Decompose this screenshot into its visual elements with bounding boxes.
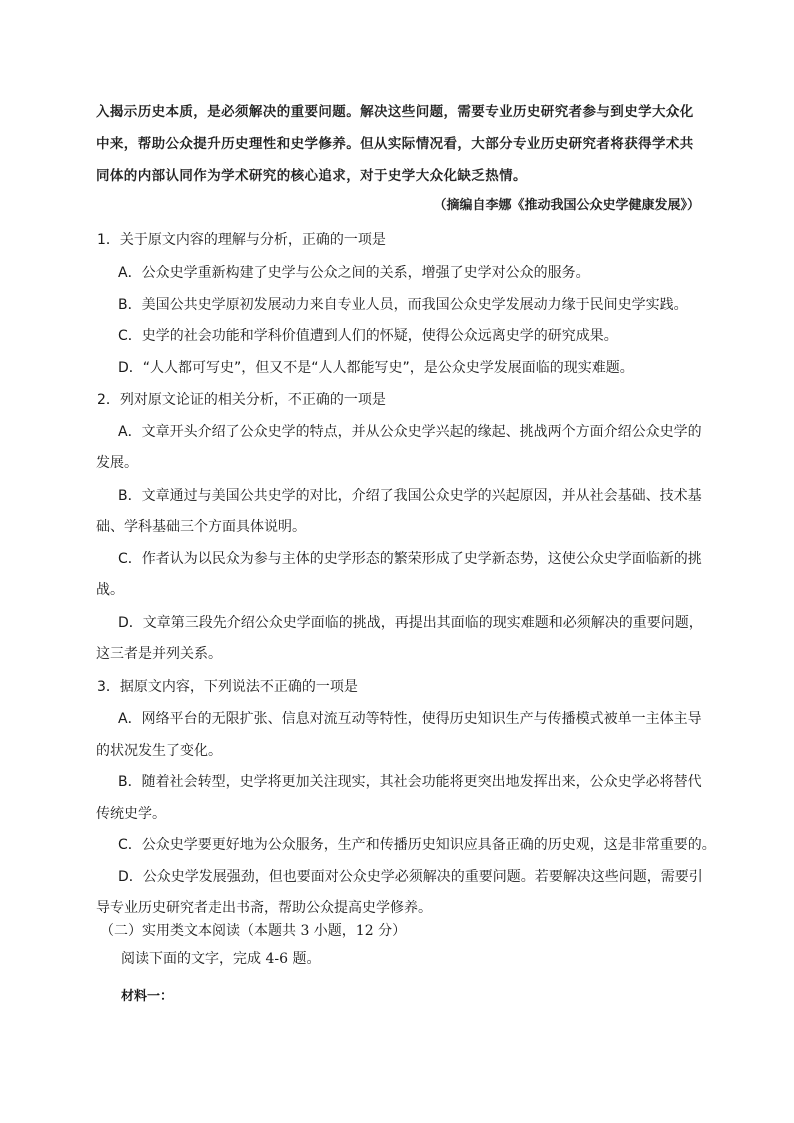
passage-source: （摘编自李娜《推动我国公众史学健康发展》） bbox=[433, 198, 700, 213]
passage-line: 中来，帮助公众提升历史理性和史学修养。但从实际情况看，大部分专业历史研究者将获得学术共 bbox=[96, 136, 694, 152]
question-3-option-d-cont: 导专业历史研究者走出书斋，帮助公众提高史学修养。 bbox=[96, 900, 432, 916]
question-2-option-a-cont: 发展。 bbox=[96, 455, 138, 471]
question-2-option-d: D．文章第三段先介绍公众史学面临的挑战，再提出其面临的现实难题和必须解决的重要问题， bbox=[118, 615, 703, 631]
question-3-option-a: A．网络平台的无限扩张、信息对流互动等特性，使得历史知识生产与传播模式被单一主体主导 bbox=[118, 711, 702, 727]
question-2-option-b-cont: 础、学科基础三个方面具体说明。 bbox=[96, 519, 306, 535]
passage-line: 同体的内部认同作为学术研究的核心追求，对于史学大众化缺乏热情。 bbox=[96, 168, 527, 184]
question-2-option-b: B．文章通过与美国公共史学的对比，介绍了我国公众史学的兴起原因，并从社会基础、技术基 bbox=[118, 488, 702, 504]
question-1-option-c: C．史学的社会功能和学科价值遭到人们的怀疑，使得公众远离史学的研究成果。 bbox=[118, 328, 618, 344]
question-2-option-d-cont: 这三者是并列关系。 bbox=[96, 646, 222, 662]
question-1-option-d: D．“人人都可写史”，但又不是“人人都能写史”，是公众史学发展面临的现实难题。 bbox=[118, 360, 634, 376]
question-3-option-c: C．公众史学要更好地为公众服务，生产和传播历史知识应具备正确的历史观，这是非常重要的。 bbox=[118, 837, 716, 853]
material-label: 材料一： bbox=[121, 989, 174, 1004]
question-2-option-c-cont: 战。 bbox=[96, 582, 124, 598]
question-3-option-b-cont: 传统史学。 bbox=[96, 806, 166, 822]
question-3-option-d: D．公众史学发展强劲，但也要面对公众史学必须解决的重要问题。若要解决这些问题，需要引 bbox=[118, 869, 703, 885]
question-2-option-a: A．文章开头介绍了公众史学的特点，并从公众史学兴起的缘起、挑战两个方面介绍公众史学的 bbox=[118, 424, 702, 440]
question-1-stem: 1．关于原文内容的理解与分析，正确的一项是 bbox=[97, 232, 386, 248]
section-heading: （二）实用类文本阅读（本题共 3 小题，12 分） bbox=[100, 923, 407, 939]
question-2-option-c: C．作者认为以民众为参与主体的史学形态的繁荣形成了史学新态势，这使公众史学面临新的挑 bbox=[118, 551, 702, 567]
question-1-option-a: A．公众史学重新构建了史学与公众之间的关系，增强了史学对公众的服务。 bbox=[118, 265, 590, 281]
question-2-stem: 2．列对原文论证的相关分析，不正确的一项是 bbox=[97, 392, 386, 408]
question-3-option-b: B．随着社会转型，史学将更加关注现实，其社会功能将更突出地发挥出来，公众史学必将替代 bbox=[118, 774, 702, 790]
passage-excerpt bbox=[96, 96, 706, 192]
section-instruction: 阅读下面的文字，完成 4-6 题。 bbox=[121, 951, 321, 967]
question-1-option-b: B．美国公共史学原初发展动力来自专业人员，而我国公众史学发展动力缘于民间史学实践。 bbox=[118, 297, 688, 313]
passage-line: 入揭示历史本质，是必须解决的重要问题。解决这些问题，需要专业历史研究者参与到史学大众化 bbox=[96, 104, 694, 120]
question-3-option-a-cont: 的状况发生了变化。 bbox=[96, 743, 222, 759]
question-3-stem: 3．据原文内容，下列说法不正确的一项是 bbox=[97, 679, 358, 695]
